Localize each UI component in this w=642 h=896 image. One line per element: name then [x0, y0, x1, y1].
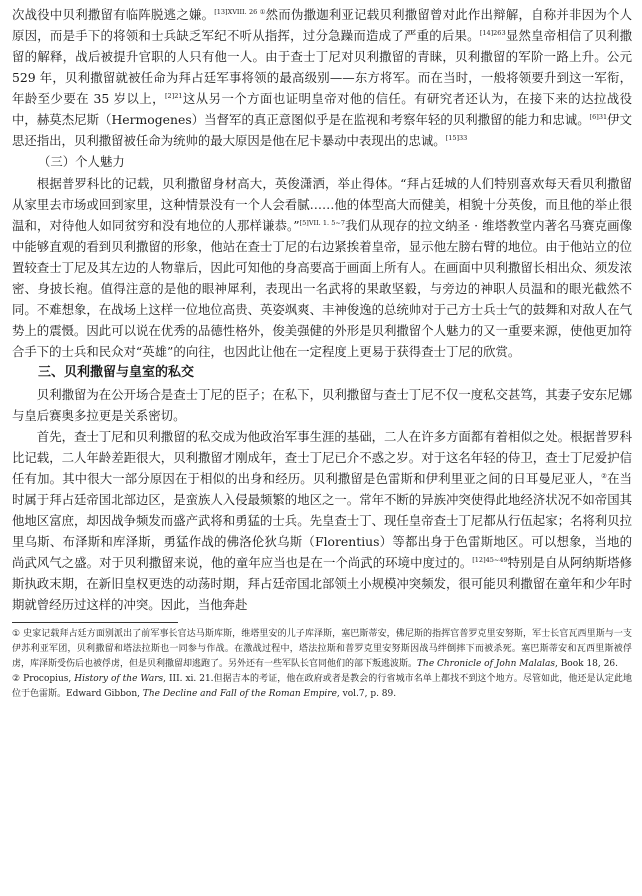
text: 伊文思还指出，贝利撒留被任命为统帅的最大原因是他在尼卡暴动中表现出的忠诚。 [12, 112, 632, 148]
footnote-ref: ② [601, 472, 608, 480]
footnote-text: Procopius, [23, 674, 75, 684]
citation: [15]33 [445, 134, 468, 142]
subsection-heading: （三）个人魅力 [38, 154, 125, 169]
paragraph-private-relations: 贝利撒留为在公开场合是查士丁尼的臣子；在私下，贝利撒留与查士丁尼不仅一度私交甚笃，其妻子安东尼娜与皇后赛奥多拉更是关系密切。 [12, 387, 632, 423]
text: 在当时属于拜占廷帝国北部边区，是蛮族人入侵最频繁的地区之一。常年不断的异族冲突使得此地经济状况不如帝国其他地区富庶，却因战争频发而盛产武将和勇猛的士兵。先皇查士丁、现任皇帝查士丁尼都从行伍起家；名将利贝拉里乌斯、布泽斯和库泽斯，勇猛作战的佛洛伦狄乌斯（Florentius）等都出身于色雷斯地区。可以想象，当地的尚武风气之盛。对于贝利撒留来说，他的童年应当也是在一个尚武的环境中度过的。 [12, 471, 633, 570]
text: 次战役中贝利撒留有临阵脱逃之嫌。 [12, 7, 215, 22]
section-heading: 三、贝利撒留与皇室的私交 [38, 365, 195, 380]
paragraph-friendship [12, 426, 632, 615]
text: 特别是自从阿纳斯塔修斯执政末期，在新旧皇权更迭的动荡时期，拜占廷帝国北部领土小规模冲突频发，很可能贝利撒留在童年和少年时期就曾经历过这样的冲突。因此，当他奔赴 [12, 555, 633, 612]
citation: [5]VII. 1. 5~7 [299, 219, 345, 227]
footnote-title: The Decline and Fall of the Roman Empire [142, 689, 337, 699]
footnote-2 [12, 672, 632, 702]
footnote-mark: ② [12, 674, 21, 684]
text: 我们从现存的拉文纳圣 · 维塔教堂内著名马赛克画像中能够直观的看到贝利撒留的形象，他站在查士丁尼的右边紧挨着皇帝，显示他左膀右臂的地位。由于他站立的位置较查士丁尼及其左边的人物靠后，因此可知他的身高要高于画面上所有人。在画面中贝利撒留长相出众、须发浓密、身披长袍。值得注意的是他的眼神犀利，表现出一名武将的果敢坚毅，与旁边的神职人员温和的眼光截然不同。不难想象，在战场上这样一位地位高贵、英姿飒爽、丰神俊逸的总统帅对于己方士兵士气的鼓舞和对敌人在气势上的震慑。因此可以说在优秀的品德性格外，俊美强健的外形是贝利撒留个人魅力的又一重要来源，使他更加符合手下的士兵和民众对“英雄”的向往，也因此让他在一定程度上更易于获得查士丁尼的欣赏。 [12, 218, 632, 359]
paragraph-career [12, 4, 632, 151]
text: 首先，查士丁尼和贝利撒留的私交成为他政治军事生涯的基础，二人在许多方面都有着相似之处。根据普罗科比记载，二人年龄差距很大，贝利撒留才刚成年，查士丁尼已介不惑之岁。对于这名年轻的侍卫，查士丁尼爱护信任有加。其中很大一部分原因在于相似的出身和经历。贝利撒留是色雷斯和伊利里亚之间的日耳曼尼亚人， [12, 429, 632, 486]
paragraph-charisma [12, 173, 632, 362]
citation: [12]45~49 [472, 556, 508, 564]
footnote-title: The Chronicle of John Malalas [417, 659, 555, 669]
citation: [14]263 [479, 29, 506, 37]
footnote-text: , vol.7, p. 89. [336, 689, 397, 699]
text: 根据普罗科比的记载，贝利撒留身材高大，英俊潇洒，举止得体。“拜占廷城的人们特别喜欢每天看贝利撒留从家里去市场或回到家里，这种情景没有一个人会看腻……他的体型高大而健美，相貌十分英俊，而且他的举止很温和，对待他人如同贫穷和没有地位的人那样谦恭。” [12, 176, 632, 233]
footnote-1 [12, 627, 632, 672]
citation: [13]XVIII. 26 ① [214, 8, 266, 16]
citation: [6]31 [589, 113, 608, 121]
text: 显然皇帝相信了贝利撒留的解释，战后被提升官职的人只有他一人。由于查士丁尼对贝利撒留的青睐，贝利撒留的军阶一路上升。公元 529 年，贝利撒留就被任命为拜占廷军事将领的最高级别——东方将军。而在当时，一般将领要升到这一军衔，年龄至少要在 35 岁以上， [12, 28, 633, 106]
text: 然而伪撒迦利亚记载贝利撒留曾对此作出辩解，自称并非因为个人原因，而是手下的将领和士兵缺乏军纪不听从指挥，过分急躁而造成了严重的后果。 [12, 7, 632, 43]
footnote-divider [12, 622, 178, 623]
footnote-text: 史家记载拜占廷方面别派出了前军事长官达马斯库斯，维塔里安的儿子库泽斯，塞巴斯蒂安，佛尼斯的指挥官普罗克里安努斯，军士长官瓦西里斯与一支伊苏利亚军团，贝利撒留和塔法拉斯也一同参与作战。在激战过程中，塔法拉斯和普罗克里安努斯因战马绊倒摔下而被杀死。塞巴斯蒂安和瓦西里斯被俘虏，库泽斯受伤后也被俘虏，但是贝利撒留却逃跑了。另外还有一些军队长官同他们的部下叛逃波斯。 [12, 629, 632, 669]
footnote-title: History of the Wars [74, 674, 164, 684]
footnote-text: , III. xi. 21.但据吉本的考证，他在政府或者是教会的行省城市名单上都找不到这个地方。尽管如此，他还是认定此地位于色雷斯。Edward Gibbon, [12, 674, 632, 699]
citation: [2]21 [164, 92, 183, 100]
text: 这从另一个方面也证明皇帝对他的信任。有研究者还认为，在接下来的达拉战役中，赫莫杰尼斯（Hermogenes）当督军的真正意图似乎是在监视和考察年轻的贝利撒留的能力和忠诚。 [12, 91, 632, 127]
footnote-mark: ① [12, 629, 21, 639]
footnote-text: , Book 18, 26. [554, 659, 618, 669]
